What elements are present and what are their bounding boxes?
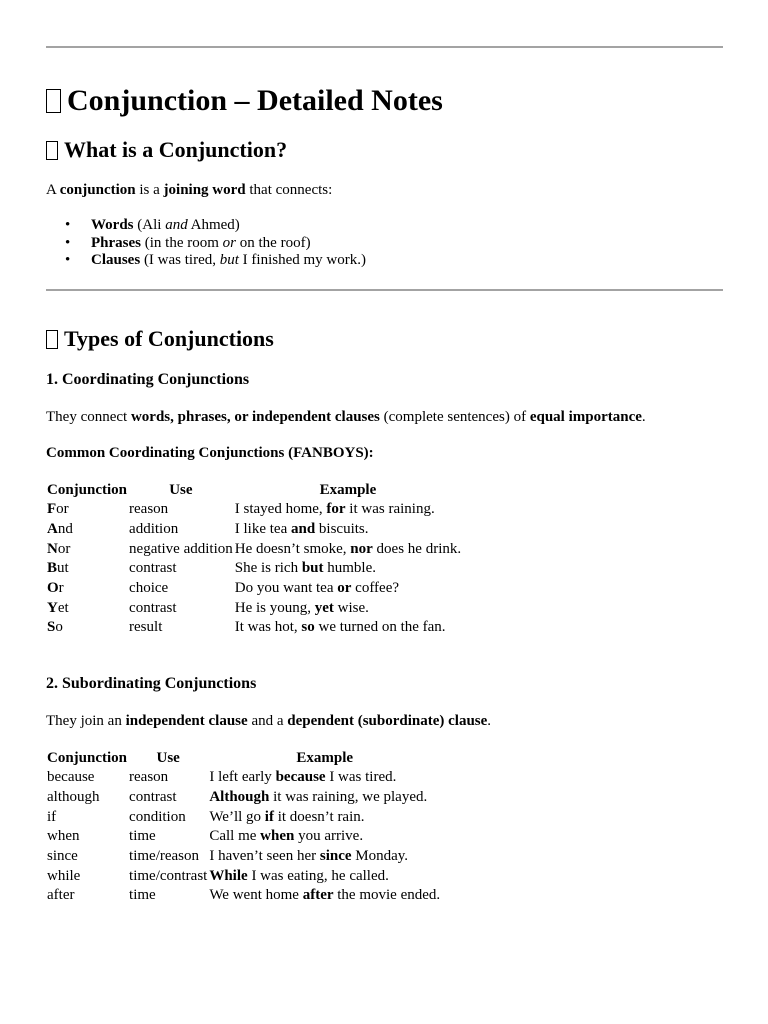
list-item-text: on the roof) [236,234,311,251]
conjunction-cell: if [47,808,57,825]
coordinating-description [46,408,646,426]
example-cell [234,500,462,520]
conjunction-cell [46,539,128,559]
example-cell [234,618,462,638]
table-row [46,827,441,847]
fanboys-letter: S [47,619,56,636]
desc-text: . [641,409,646,425]
list-item-emphasis: or [222,234,236,251]
example-bold: if [264,808,274,825]
fanboys-letter: Y [47,599,58,616]
desc-text: (complete sentences) of [379,409,530,425]
example-bold: but [301,560,324,577]
example-bold: or [337,580,352,597]
example-cell [208,807,441,827]
example-text: it was raining. [345,501,435,518]
example-text: wise. [333,599,369,616]
conjunction-rest: et [57,599,69,616]
intro-paragraph [46,181,332,199]
conjunction-cell: since [47,848,78,865]
example-text: Do you want tea [234,580,338,597]
desc-text: . [487,713,492,729]
example-text: He is young, [234,599,315,616]
list-item-emphasis: but [219,252,239,268]
example-text: the movie ended. [333,887,441,904]
use-cell: choice [129,580,169,597]
use-cell: contrast [129,560,177,577]
example-text: it was raining, we played. [269,789,428,806]
table-row [46,520,462,540]
example-cell [208,886,441,906]
fanboys-letter: A [47,521,58,538]
coordinating-heading: 1. Coordinating Conjunctions [46,371,250,388]
example-text: biscuits. [315,521,369,538]
fanboys-letter: O [47,580,59,597]
table-row [46,539,462,559]
list-item-text: (I was tired, [140,252,220,268]
example-cell [208,847,441,867]
list-item [46,217,366,235]
use-cell: contrast [129,789,177,806]
example-cell [208,866,441,886]
use-cell: time/reason [129,848,200,865]
coordinating-table [46,480,462,638]
page-title-text: Conjunction – Detailed Notes [67,84,443,117]
example-bold: because [275,769,326,786]
example-text: Call me [209,828,261,845]
subordinating-table [46,748,441,906]
conjunction-rest: ut [57,560,69,577]
conjunction-cell [46,520,128,540]
conjunction-cell: after [47,887,75,904]
example-text: I left early [209,769,276,786]
list-item-text: (Ali [133,217,166,233]
conjunction-cell [46,618,128,638]
conjunction-cell: when [47,828,80,845]
list-item-label: Clauses [91,252,141,268]
conjunction-cell [46,559,128,579]
conjunction-cell: although [47,789,100,806]
subordinating-heading: 2. Subordinating Conjunctions [46,675,257,692]
table-row [46,866,441,886]
use-cell: contrast [129,599,177,616]
list-item-emphasis: and [165,217,188,233]
desc-text: and a [247,713,288,729]
table-row [46,579,462,599]
example-bold: since [319,848,352,865]
desc-bold: dependent (subordinate) clause [287,713,488,729]
example-bold: and [290,521,316,538]
intro-bold: conjunction [59,182,136,198]
list-item-label: Words [91,217,134,233]
desc-bold: equal importance [529,409,642,425]
example-text: He doesn’t smoke, [234,540,351,557]
example-text: I like tea [234,521,291,538]
column-header: Use [156,749,180,766]
table-row [46,500,462,520]
missing-glyph-icon [46,330,58,349]
page-title [46,84,443,118]
top-divider [46,46,723,48]
example-text: it doesn’t rain. [273,808,365,825]
fanboys-letter: B [47,560,58,577]
example-text: We went home [209,887,303,904]
missing-glyph-icon [46,89,61,113]
connects-list [46,217,366,270]
use-cell: reason [129,501,169,518]
example-text: I was eating, he called. [247,867,389,884]
table-row [46,847,441,867]
example-text: we turned on the fan. [314,619,446,636]
conjunction-rest: or [57,540,71,557]
list-item-label: Phrases [91,234,141,251]
use-cell: condition [129,808,186,825]
types-heading [46,326,274,352]
example-text: We’ll go [209,808,265,825]
example-text: She is rich [234,560,302,577]
example-cell [234,539,462,559]
use-cell: reason [129,769,169,786]
conjunction-rest: or [56,501,69,518]
conjunction-cell [46,598,128,618]
example-text: I stayed home, [234,501,327,518]
example-cell [234,579,462,599]
fanboys-letter: N [47,540,58,557]
table-header-row [46,748,441,768]
intro-text: that connects: [245,182,333,198]
column-header: Example [319,481,377,498]
example-bold: when [260,828,295,845]
table-header-row [46,480,462,500]
column-header: Conjunction [47,481,128,498]
example-text: Monday. [351,848,409,865]
example-bold: nor [350,540,373,557]
example-cell [234,520,462,540]
conjunction-cell: while [47,867,81,884]
example-bold: for [326,501,346,518]
fanboys-subheading: Common Coordinating Conjunctions (FANBOYS): [46,445,374,461]
example-bold: yet [314,599,334,616]
desc-text: They connect [46,409,131,425]
list-item-text: I finished my work.) [238,252,366,268]
use-cell: result [129,619,163,636]
example-text: coffee? [351,580,400,597]
example-text: It was hot, [234,619,302,636]
missing-glyph-icon [46,141,58,160]
example-text: does he drink. [372,540,462,557]
column-header: Use [169,481,193,498]
use-cell: time [129,887,156,904]
intro-text: A [46,182,60,198]
conjunction-rest: o [55,619,63,636]
table-row [46,598,462,618]
list-item [46,235,366,253]
list-item-text: (in the room [141,234,223,251]
example-text: humble. [323,560,377,577]
table-row [46,788,441,808]
use-cell: time [129,828,156,845]
fanboys-letter: F [47,501,57,518]
intro-bold: joining word [163,182,246,198]
example-cell [208,768,441,788]
conjunction-cell [46,579,128,599]
desc-bold: independent clause [125,713,248,729]
table-row [46,768,441,788]
example-bold: so [301,619,315,636]
what-is-heading [46,137,287,163]
types-heading-text: Types of Conjunctions [64,326,274,351]
use-cell: negative addition [129,540,233,557]
desc-text: They join an [46,713,126,729]
table-row [46,807,441,827]
conjunction-cell [46,500,128,520]
example-text: I was tired. [325,769,397,786]
use-cell: time/contrast [129,867,208,884]
table-row [46,559,462,579]
example-bold: Although [209,789,270,806]
example-cell [208,827,441,847]
intro-text: is a [135,182,164,198]
conjunction-cell: because [47,769,95,786]
subordinating-description [46,712,491,730]
example-bold: While [209,867,248,884]
column-header: Conjunction [47,749,128,766]
list-item [46,252,366,270]
example-cell [208,788,441,808]
column-header: Example [296,749,354,766]
example-text: I haven’t seen her [209,848,320,865]
conjunction-rest: r [58,580,64,597]
use-cell: addition [129,521,179,538]
section-divider [46,289,723,291]
example-bold: after [302,887,334,904]
example-cell [234,559,462,579]
what-is-heading-text: What is a Conjunction? [64,137,288,162]
example-text: you arrive. [294,828,364,845]
example-cell [234,598,462,618]
desc-bold: words, phrases, or independent clauses [130,409,380,425]
conjunction-rest: nd [57,521,73,538]
table-row [46,886,441,906]
list-item-text: Ahmed) [187,217,240,233]
table-row [46,618,462,638]
